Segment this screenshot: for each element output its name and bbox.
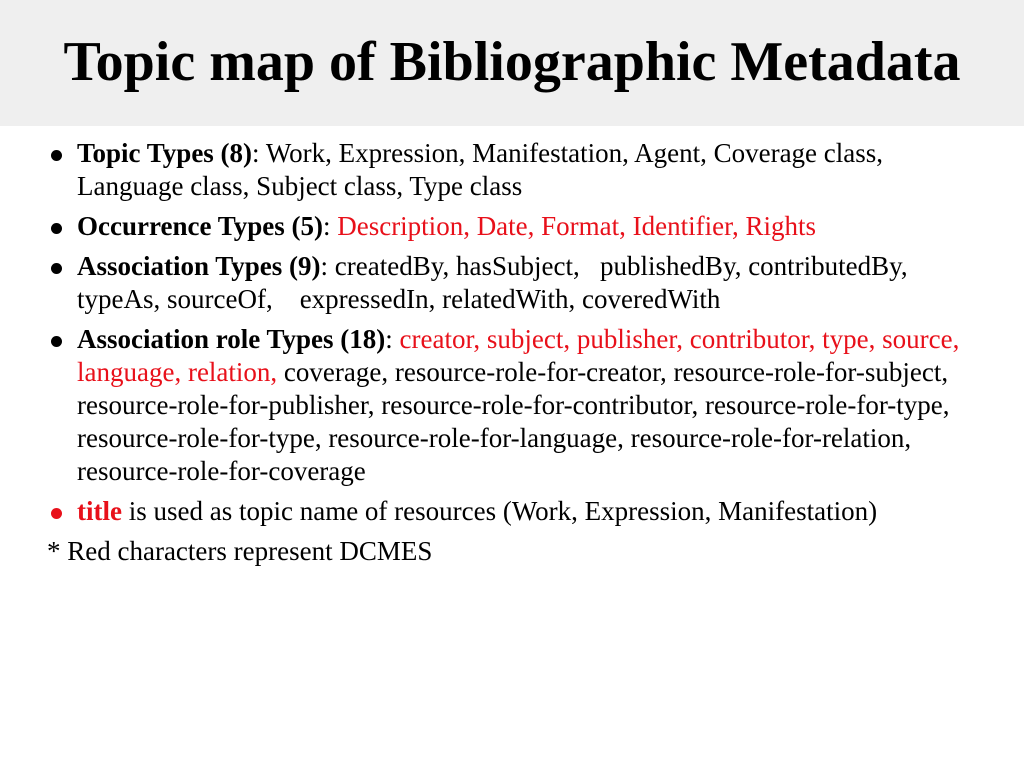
bullet-dot-icon	[51, 263, 62, 274]
footnote: * Red characters represent DCMES	[47, 536, 433, 566]
bullet-text: createdBy, hasSubject, publishedBy, contributedBy, typeAs, sourceOf, expressedIn, relatedWith, coveredWith	[77, 251, 908, 314]
bullet-label: Association Types (9)	[77, 251, 321, 281]
bullet-dot-icon	[51, 150, 62, 161]
bullet-separator: :	[252, 138, 260, 168]
slide-content	[0, 137, 1024, 568]
bullet-association-types	[0, 250, 1024, 316]
bullet-title-note	[0, 495, 1024, 528]
bullet-separator: :	[322, 211, 331, 241]
bullet-dot-icon	[51, 336, 62, 347]
bullet-separator: :	[385, 324, 393, 354]
bullet-text-dcmes: creator, subject, publisher, contributor, type, source, language, relation,	[77, 324, 960, 387]
bullet-label: Association role Types (18)	[77, 324, 386, 354]
bullet-label: title	[77, 496, 122, 526]
bullet-text: is used as topic name of resources (Work, Expression, Manifestation)	[121, 496, 878, 526]
bullet-text-dcmes: Description, Date, Format, Identifier, Rights	[330, 211, 817, 241]
bullet-association-role-types	[0, 323, 1024, 488]
bullet-dot-icon	[51, 223, 62, 234]
bullet-text: Work, Expression, Manifestation, Agent, Coverage class, Language class, Subject class, Type class	[77, 138, 884, 201]
slide-title: Topic map of Bibliographic Metadata	[63, 31, 961, 93]
bullet-label: Occurrence Types (5)	[77, 211, 323, 241]
bullet-text: coverage, resource-role-for-creator, resource-role-for-subject, resource-role-for-publisher, resource-role-for-contributor, resource-role-for-type, resource-role-for-type, resource-role-for-language, resource-role-for-relation, resource-role-for-coverage	[77, 357, 950, 486]
bullet-dot-icon	[51, 508, 62, 519]
bullet-topic-types	[0, 137, 1024, 203]
bullet-label: Topic Types (8)	[77, 138, 253, 168]
bullet-separator: :	[320, 251, 329, 281]
title-bar	[0, 0, 1024, 126]
bullet-occurrence-types	[0, 210, 1024, 243]
